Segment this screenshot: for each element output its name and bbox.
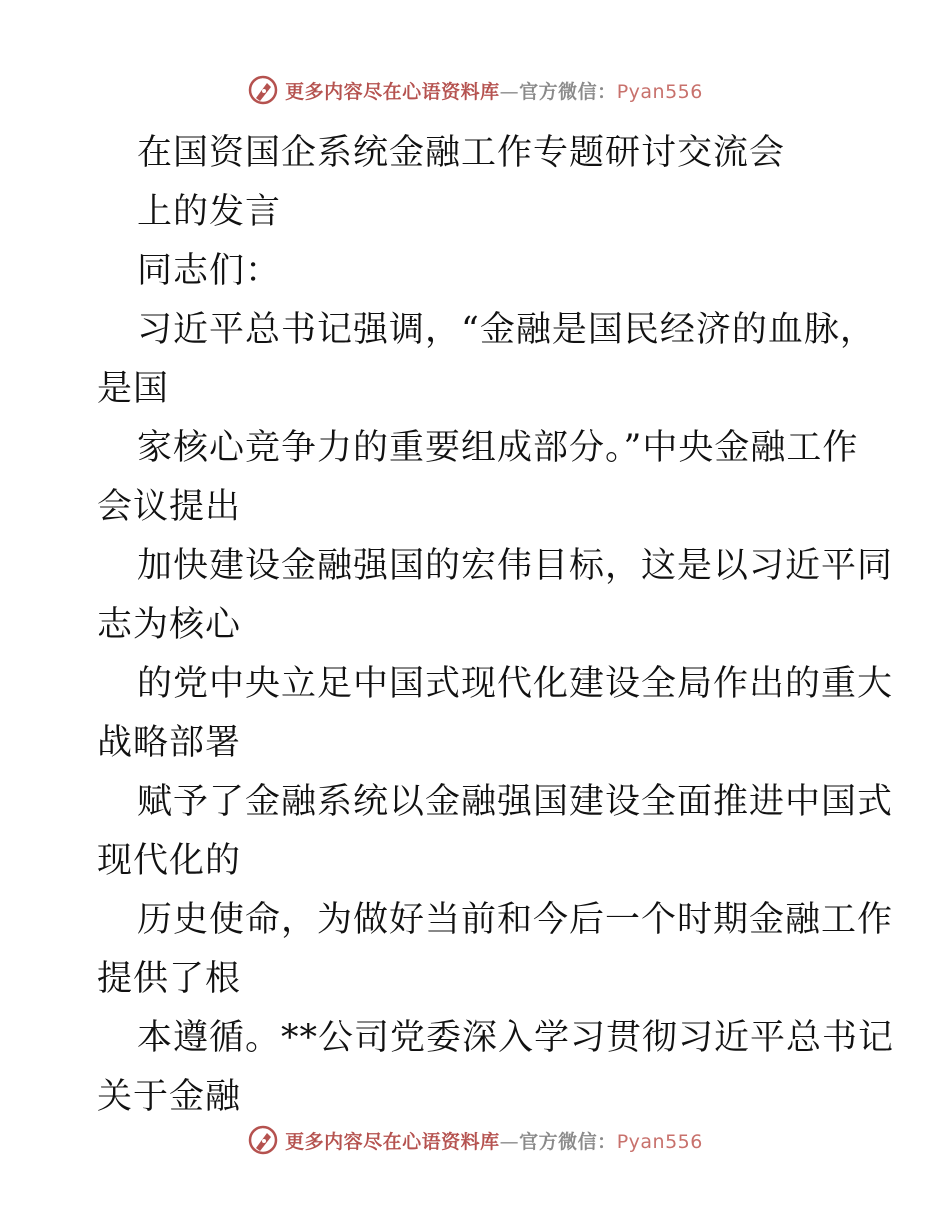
- text-line: 家核心竞争力的重要组成部分。”中央金融工作: [137, 428, 859, 468]
- watermark-brand: 更多内容尽在心语资料库: [285, 1130, 500, 1153]
- text-line: 在国资国企系统金融工作专题研讨交流会: [137, 133, 786, 173]
- watermark-separator: —: [499, 80, 520, 103]
- text-line: 加快建设金融强国的宏伟目标，这是以习近平同: [137, 546, 894, 586]
- text-line: 本遵循。**公司党委深入学习贯彻习近平总书记: [137, 1018, 895, 1058]
- text-line: 是国: [97, 369, 170, 409]
- text-line: 提供了根: [97, 959, 242, 999]
- text-line: 关于金融: [97, 1077, 242, 1117]
- text-line: 同志们：: [137, 251, 282, 291]
- watermark-wechat-id: Pyan556: [616, 80, 703, 103]
- watermark-wechat-label: 官方微信：: [519, 1130, 617, 1153]
- pen-nib-icon: [247, 74, 279, 106]
- pen-nib-icon: [247, 1124, 279, 1156]
- text-line: 战略部署: [97, 723, 242, 763]
- text-line: 的党中央立足中国式现代化建设全局作出的重大: [137, 664, 894, 704]
- text-line: 历史使命，为做好当前和今后一个时期金融工作: [137, 900, 894, 940]
- text-line: 上的发言: [137, 192, 282, 232]
- text-line: 志为核心: [97, 605, 242, 645]
- text-line: 习近平总书记强调，“金融是国民经济的血脉，: [137, 310, 876, 350]
- watermark-separator: —: [499, 1130, 520, 1153]
- footer-watermark: [0, 1120, 950, 1160]
- header-watermark: [0, 70, 950, 110]
- text-line: 现代化的: [97, 841, 242, 881]
- watermark-brand: 更多内容尽在心语资料库: [285, 80, 500, 103]
- document-body: [97, 124, 895, 1127]
- text-line: 赋予了金融系统以金融强国建设全面推进中国式: [137, 782, 894, 822]
- watermark-wechat-label: 官方微信：: [519, 80, 617, 103]
- text-line: 会议提出: [97, 487, 242, 527]
- watermark-wechat-id: Pyan556: [616, 1130, 703, 1153]
